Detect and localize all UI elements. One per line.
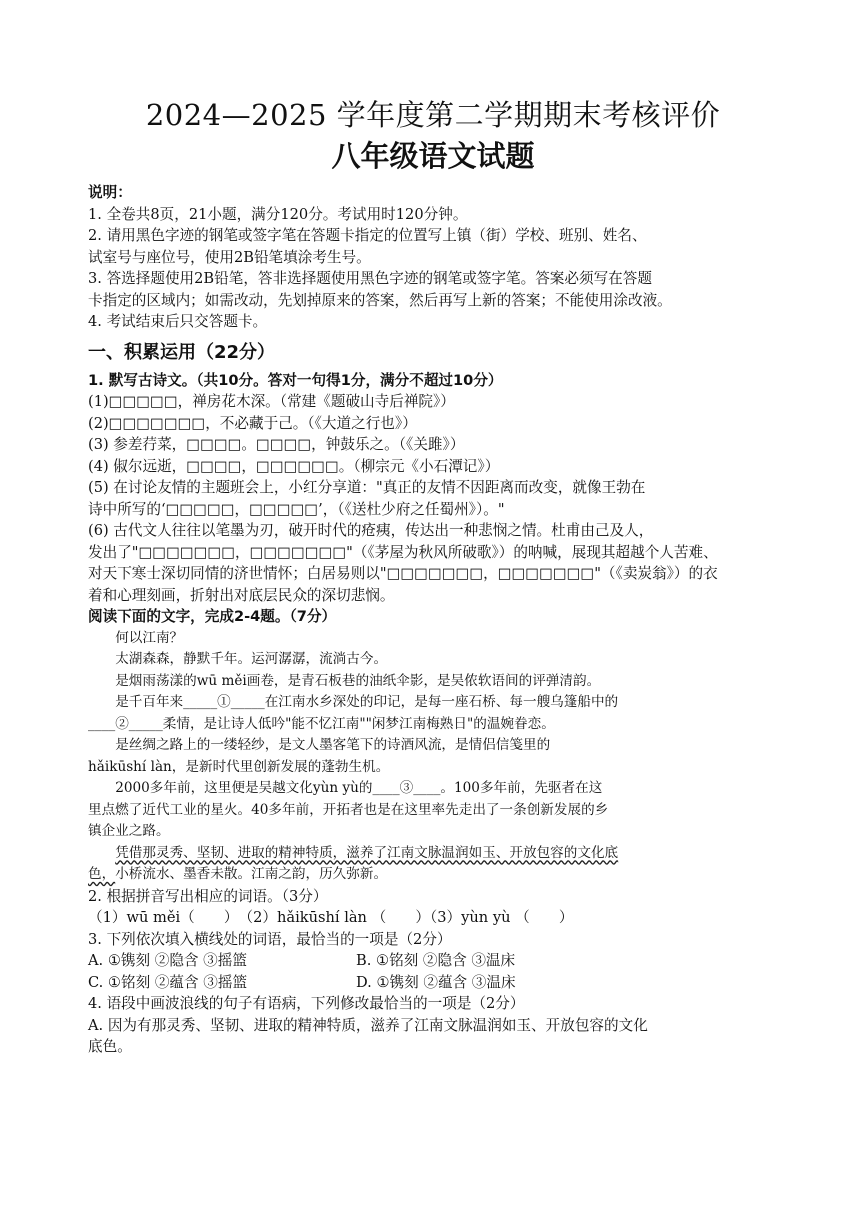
passage-line: 是烟雨荡漾的wū měi画卷，是青石板巷的油纸伞影，是吴侬软语间的评弹清韵。	[115, 672, 601, 689]
option-a: A. ①镌刻 ②隐含 ③摇篮	[88, 952, 247, 969]
question-4	[88, 993, 778, 1058]
question-line: (4) 俶尔远逝，□□□□，□□□□□□。（柳宗元《小石潭记》）	[88, 457, 500, 475]
instructions	[88, 182, 778, 333]
option-d: D. ①镌刻 ②蕴含 ③温床	[356, 973, 516, 991]
question-3-heading: 3. 下列依次填入横线处的词语，最恰当的一项是（2分）	[88, 930, 452, 948]
passage-line: 镇企业之路。	[88, 823, 170, 839]
passage-line	[88, 864, 778, 886]
passage-text: 小桥流水、墨香未散。江南之韵，历久弥新。	[115, 866, 388, 882]
passage-line: 太湖森森，静默千年。运河潺潺，流淌古今。	[115, 651, 388, 667]
question-4-heading: 4. 语段中画波浪线的句子有语病，下列修改最恰当的一项是（2分）	[88, 995, 525, 1012]
instruction-line: 卡指定的区域内；如需改动，先划掉原来的答案，然后再写上新的答案；不能使用涂改液。	[88, 291, 672, 309]
instruction-line: 1. 全卷共8页，21小题，满分120分。考试用时120分钟。	[88, 205, 468, 223]
question-line: (6) 古代文人往往以笔墨为刃，破开时代的疮痍，传达出一种悲悯之情。杜甫由己及人，	[88, 522, 654, 539]
passage-line: 里点燃了近代工业的星火。40多年前，开拓者也是在这里率先走出了一条创新发展的乡	[88, 801, 609, 818]
instructions-heading: 说明：	[88, 184, 132, 201]
question-line: 发出了"□□□□□□□，□□□□□□□"（《茅屋为秋风所破歌》）的呐喊，展现其超越个人苦难、	[88, 543, 718, 561]
question-2	[88, 886, 778, 929]
passage-line: hǎikūshí làn，是新时代里创新发展的蓬勃生机。	[88, 758, 390, 775]
passage-line: 2000多年前，这里便是吴越文化yùn yù的____③____。100多年前，先驱者在这	[115, 780, 603, 796]
question-3	[88, 929, 778, 994]
question-1-heading: 1. 默写古诗文。（共10分。答对一句得1分，满分不超过10分）	[88, 371, 503, 389]
question-2-heading: 2. 根据拼音写出相应的词语。（3分）	[88, 887, 328, 905]
exam-title: 2024—2025 学年度第二学期期末考核评价	[145, 98, 721, 132]
question-line: (2)□□□□□□□，不必藏于己。（《大道之行也》）	[88, 414, 417, 432]
question-1	[88, 370, 778, 607]
option-a-cont: 底色。	[88, 1038, 132, 1055]
passage-line: ____②_____柔情，是让诗人低吟"能不忆江南""闲梦江南梅熟日"的温婉眷恋。	[88, 715, 555, 732]
question-line: 诗中所写的‘□□□□□，□□□□□’，（《送杜少府之任蜀州》）。"	[88, 500, 505, 518]
question-line: 着和心理刻画，折射出对底层民众的深切悲悯。	[88, 586, 395, 604]
exam-subtitle: 八年级语文试题	[331, 139, 535, 173]
exam-page	[88, 96, 778, 1058]
question-line: (5) 在讨论友情的主题班会上，小红分享道："真正的友情不因距离而改变，就像王勃在	[88, 479, 646, 496]
option-c: C. ①铭刻 ②蕴含 ③摇篮	[88, 973, 248, 991]
passage-line: 是丝绸之路上的一缕轻纱，是文人墨客笔下的诗酒风流，是情侣信笺里的	[115, 737, 551, 753]
instruction-line: 试室号与座位号，使用2B铅笔填涂考生号。	[88, 248, 371, 266]
option-row	[88, 950, 778, 972]
question-line: (1)□□□□□，禅房花木深。（常建《题破山寺后禅院》）	[88, 393, 455, 410]
question-line: 对天下寒士深切同情的济世情怀；白居易则以"□□□□□□□，□□□□□□□"（《卖炭翁》）的衣	[88, 565, 718, 582]
instruction-line: 3. 答选择题使用2B铅笔，答非选择题使用黑色字迹的钢笔或签字笔。答案必须写在答题	[88, 270, 652, 287]
passage-line: 何以江南？	[115, 629, 184, 646]
reading-passage	[88, 606, 778, 886]
reading-heading: 阅读下面的文字，完成2-4题。（7分）	[88, 608, 337, 625]
option-a: A. 因为有那灵秀、坚韧、进取的精神特质，滋养了江南文脉温润如玉、开放包容的文化	[88, 1016, 648, 1034]
section-heading: 一、积累运用（22分）	[88, 341, 276, 363]
instruction-line: 2. 请用黑色字迹的钢笔或签字笔在答题卡指定的位置写上镇（街）学校、班别、姓名、	[88, 227, 647, 244]
question-line: (3) 参差荇菜，□□□□。□□□□，钟鼓乐之。（《关雎》）	[88, 436, 465, 453]
question-2-blanks: （1）wū měi（ ） （2）hǎikūshí làn （ ）（3）yùn yù （ ）	[88, 909, 574, 926]
option-row	[88, 972, 778, 994]
passage-line: 是千百年来_____①_____在江南水乡深处的印记，是每一座石桥、每一艘乌篷船中的	[115, 694, 619, 710]
option-b: B. ①铭刻 ②隐含 ③温床	[356, 952, 516, 969]
wavy-sentence-end: 色，	[88, 866, 116, 882]
wavy-sentence: 凭借那灵秀、坚韧、进取的精神特质，滋养了江南文脉温润如玉、开放包容的文化底	[115, 844, 619, 861]
instruction-line: 4. 考试结束后只交答题卡。	[88, 313, 268, 330]
